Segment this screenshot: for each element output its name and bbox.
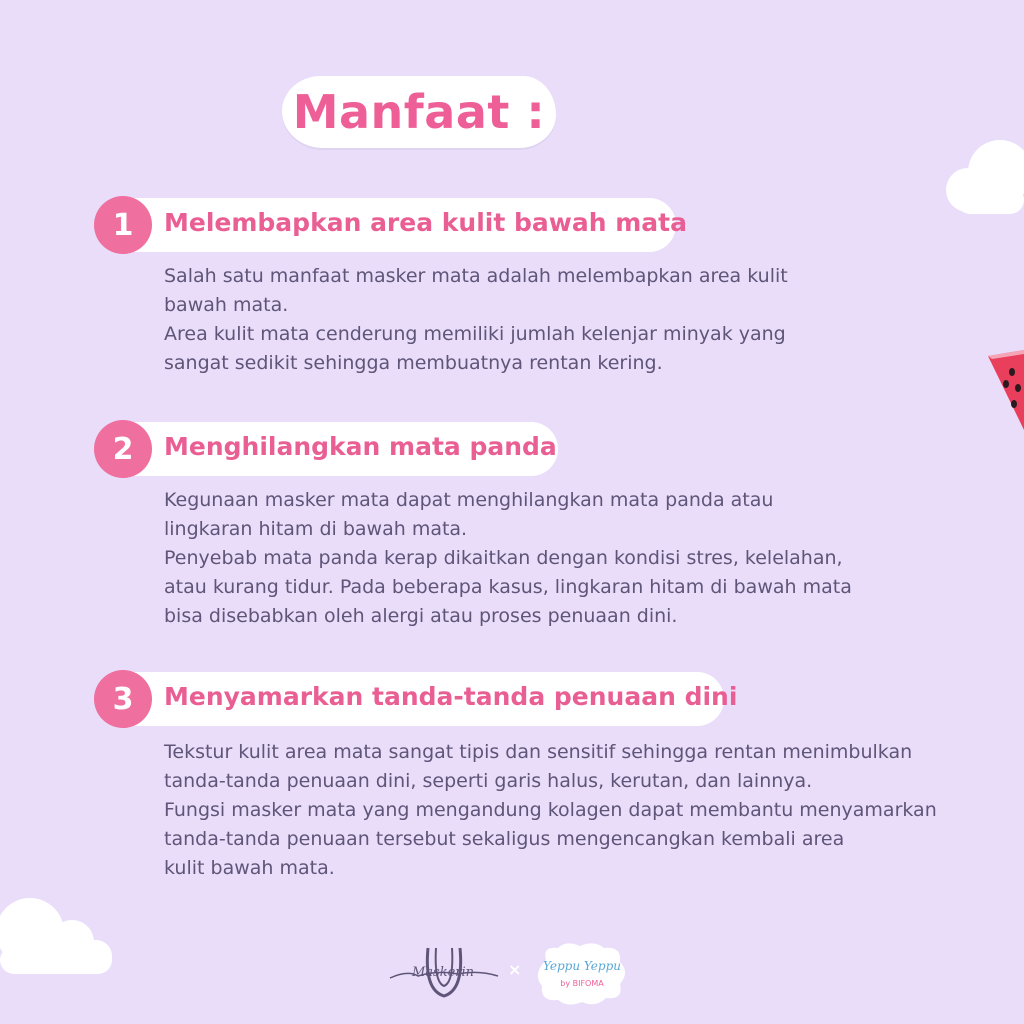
- brand-right-text: Yeppu Yeppu: [543, 959, 621, 973]
- section-heading: Menghilangkan mata panda: [164, 432, 557, 461]
- body-line: kulit bawah mata.: [164, 857, 335, 879]
- section-body: [164, 738, 964, 883]
- body-line: bisa disebabkan oleh alergi atau proses penuaan dini.: [164, 605, 678, 627]
- maskerin-logo: [388, 940, 506, 1010]
- cloud-icon: [0, 890, 118, 978]
- body-line: bawah mata.: [164, 294, 289, 316]
- number-badge: 2: [94, 420, 152, 478]
- cloud-icon: [940, 130, 1024, 220]
- watermelon-icon: [986, 350, 1024, 432]
- section-body: [164, 486, 964, 631]
- section-body: [164, 262, 964, 378]
- body-line: tanda-tanda penuaan dini, seperti garis halus, kerutan, dan lainnya.: [164, 770, 813, 792]
- body-line: Penyebab mata panda kerap dikaitkan dengan kondisi stres, kelelahan,: [164, 547, 843, 569]
- body-line: Fungsi masker mata yang mengandung kolagen dapat membantu menyamarkan: [164, 799, 937, 821]
- body-line: Area kulit mata cenderung memiliki jumlah kelenjar minyak yang: [164, 323, 786, 345]
- section-heading: Melembapkan area kulit bawah mata: [164, 208, 687, 237]
- yeppu-yeppu-logo: [532, 940, 632, 1010]
- page-title: Manfaat :: [292, 85, 546, 139]
- section-heading: Menyamarkan tanda-tanda penuaan dini: [164, 682, 738, 711]
- separator-mark: ×: [508, 960, 522, 979]
- body-line: sangat sedikit sehingga membuatnya rentan kering.: [164, 352, 663, 374]
- number-badge: 1: [94, 196, 152, 254]
- footer-logos: [380, 940, 650, 1010]
- number-badge: 3: [94, 670, 152, 728]
- brand-left-text: Maskerin: [412, 965, 475, 980]
- body-line: atau kurang tidur. Pada beberapa kasus, lingkaran hitam di bawah mata: [164, 576, 852, 598]
- body-line: Kegunaan masker mata dapat menghilangkan mata panda atau: [164, 489, 774, 511]
- body-line: Salah satu manfaat masker mata adalah melembapkan area kulit: [164, 265, 788, 287]
- body-line: Tekstur kulit area mata sangat tipis dan sensitif sehingga rentan menimbulkan: [164, 741, 913, 763]
- body-line: lingkaran hitam di bawah mata.: [164, 518, 468, 540]
- title-badge: [282, 76, 556, 148]
- brand-right-subtext: by BIFOMA: [560, 979, 604, 988]
- body-line: tanda-tanda penuaan tersebut sekaligus mengencangkan kembali area: [164, 828, 845, 850]
